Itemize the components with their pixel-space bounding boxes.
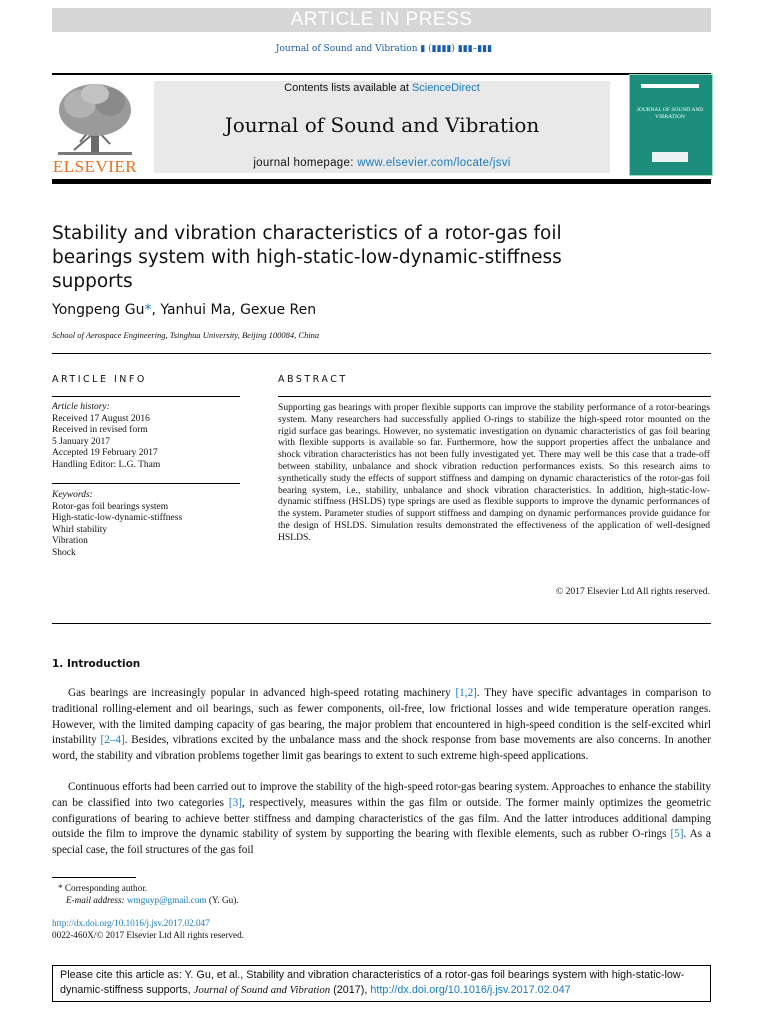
abstract-heading: ABSTRACT: [278, 374, 348, 385]
history-item: 5 January 2017: [52, 436, 111, 447]
p2-text-b: , respectively, measures within the gas film or outside. The former mainly optimizes the geometric configurations of bearing to achieve better stiffness and damping characteristics of the gas film. And the latter introduces additional damping outside the film to improve the dynamic stability of system by supporting the bearing with flexible elements, such as rubber O-rings: [52, 796, 711, 841]
keyword-item: Rotor-gas foil bearings system: [52, 501, 169, 512]
p1-text-b: . They have specific advantages in comparison to traditional rolling-element and oil bearings, such as fewer components, oil-free, low frictional losses and wide temperature operation ranges. However, with the limited damping capacity of gas bearing, the major problem that encountered in high-speed condition is the self-excited whirl instability: [52, 687, 711, 747]
keyword-item: High-static-low-dynamic-stiffness: [52, 513, 183, 523]
introduction-heading: 1. Introduction: [52, 658, 141, 670]
cover-title: JOURNAL OF SOUND AND VIBRATION: [636, 107, 704, 120]
citation-text: [60, 968, 705, 997]
abstract-text: Supporting gas bearings with proper flexible supports can improve the stability performance of a rotor-bearings system. Many researchers had successfully applied O-rings to stabilize the high-speed rotor mounted on the rigid surface gas bearings. However, no systematic investigation on dynamic characteristics of gas foil bearing with flexible supports is available so far. Furthermore, how the support properties affect the unbalance and shock vibration characteristics has not been fully investigated yet. There may well be this case that a trade-off between stability, unbalance and shock vibration reduction performances exists. So this research aims to synthetically study the effects of support stiffness and damping on dynamic characteristics of the rotor-gas foil bearing system, i.e., stability, unbalance and shock vibration characteristics. In addition, high-static-low-dynamic stiffness (HSLDS) type springs are used as flexible supports to improve the dynamic performances of the system. Parameter studies of support stiffness and damping on dynamic performances provide guidance for the design of HSLDS. Simulation results demonstrated the effectiveness of the application of well-designed HSLDS.: [278, 402, 710, 543]
keyword-item: Whirl stability: [52, 524, 108, 535]
history-label: Article history:: [52, 402, 110, 412]
abstract-divider: [52, 623, 711, 624]
paper-title: Stability and vibration characteristics of a rotor-gas foil bearings system with high-static-low-dynamic-stiffness supports: [52, 223, 562, 292]
affiliation: School of Aerospace Engineering, Tsinghua University, Beijing 100084, China: [52, 330, 320, 340]
header-bottom-rule: [52, 179, 711, 184]
keywords-label: Keywords:: [52, 490, 93, 500]
article-in-press-banner: ARTICLE IN PRESS: [52, 8, 711, 32]
p1-text-c: . Besides, vibrations excited by the unbalance mass and the shock response from base movements are also concerns. In another word, the stability and vibration problems together limit gas bearings to extent to such extreme high-speed applications.: [52, 734, 711, 763]
corresponding-author-note: [58, 883, 147, 893]
header-top-rule: [52, 73, 711, 75]
keywords: [52, 490, 242, 559]
email-label: E-mail address:: [66, 895, 127, 905]
ref-link[interactable]: [5]: [670, 828, 684, 841]
article-history: [52, 402, 242, 471]
p2-text-c: . As a special case, the foil structures of the gas foil: [52, 828, 711, 857]
footnote-rule: [52, 877, 136, 878]
article-info-rule: [52, 396, 240, 397]
ref-link[interactable]: [3]: [228, 796, 242, 809]
journal-homepage-line: [154, 157, 610, 169]
ref-link[interactable]: [1,2]: [455, 687, 477, 699]
email-link[interactable]: wmguyp@gmail.com: [126, 895, 207, 905]
citation-doi-link[interactable]: http://dx.doi.org/10.1016/j.jsv.2017.02.047: [370, 983, 571, 996]
email-note: [66, 895, 239, 905]
p2-text-a: Continuous efforts had been carried out to improve the stability of the high-speed rotor-gas bearing system. Approaches to enhance the stability can be classified into two categories: [52, 781, 711, 809]
homepage-link[interactable]: www.elsevier.com/locate/jsvi: [357, 157, 511, 169]
citation-journal: Journal of Sound and Vibration: [193, 983, 331, 996]
title-divider: [52, 353, 711, 354]
abstract-rule: [278, 396, 711, 397]
history-item: Handling Editor: L.G. Tham: [52, 459, 161, 470]
homepage-prefix: journal homepage:: [253, 157, 358, 169]
email-suffix: (Y. Gu).: [206, 895, 239, 905]
sciencedirect-link[interactable]: ScienceDirect: [411, 82, 480, 94]
history-item: Received in revised form: [52, 425, 148, 435]
footnote-mark: *: [58, 883, 63, 893]
elsevier-tree-logo: [52, 80, 138, 158]
journal-title: Journal of Sound and Vibration: [224, 113, 540, 137]
ref-link[interactable]: [2–4]: [100, 734, 125, 747]
citation-year: (2017),: [330, 983, 371, 996]
author-list: [52, 302, 316, 318]
p1-text-a: Gas bearings are increasingly popular in advanced high-speed rotating machinery: [68, 687, 456, 699]
abstract-copyright: © 2017 Elsevier Ltd All rights reserved.: [555, 586, 710, 597]
history-item: Received 17 August 2016: [52, 413, 150, 424]
issn-line: 0022-460X/© 2017 Elsevier Ltd All rights reserved.: [52, 930, 244, 940]
intro-paragraph-2: [52, 780, 711, 859]
contents-prefix: Contents lists available at: [284, 82, 412, 94]
article-info-heading: ARTICLE INFO: [52, 374, 147, 385]
running-head[interactable]: Journal of Sound and Vibration ▮ (▮▮▮▮) ▮▮▮–▮▮▮: [275, 44, 493, 54]
keyword-item: Vibration: [52, 536, 88, 546]
corresponding-author-mark[interactable]: *: [144, 302, 152, 318]
keyword-item: Shock: [52, 547, 76, 558]
intro-paragraph-1: [52, 686, 711, 765]
keywords-rule: [52, 483, 240, 484]
contents-line: [154, 82, 610, 94]
doi-link[interactable]: http://dx.doi.org/10.1016/j.jsv.2017.02.047: [52, 918, 210, 928]
elsevier-logo-text: ELSEVIER: [52, 157, 138, 176]
cover-header-strip: [641, 84, 699, 88]
author-primary[interactable]: Yongpeng Gu: [52, 302, 145, 318]
history-item: Accepted 19 February 2017: [52, 448, 158, 458]
cover-footer-box: [652, 152, 688, 162]
citation-prefix: Please cite this article as: Y. Gu, et al., Stability and vibration characteristics of a rotor-gas foil bearings system with high-static-low-dynamic-stiffness supports,: [60, 969, 685, 996]
corresponding-text: Corresponding author.: [62, 883, 148, 893]
author-others: , Yanhui Ma, Gexue Ren: [151, 302, 317, 318]
